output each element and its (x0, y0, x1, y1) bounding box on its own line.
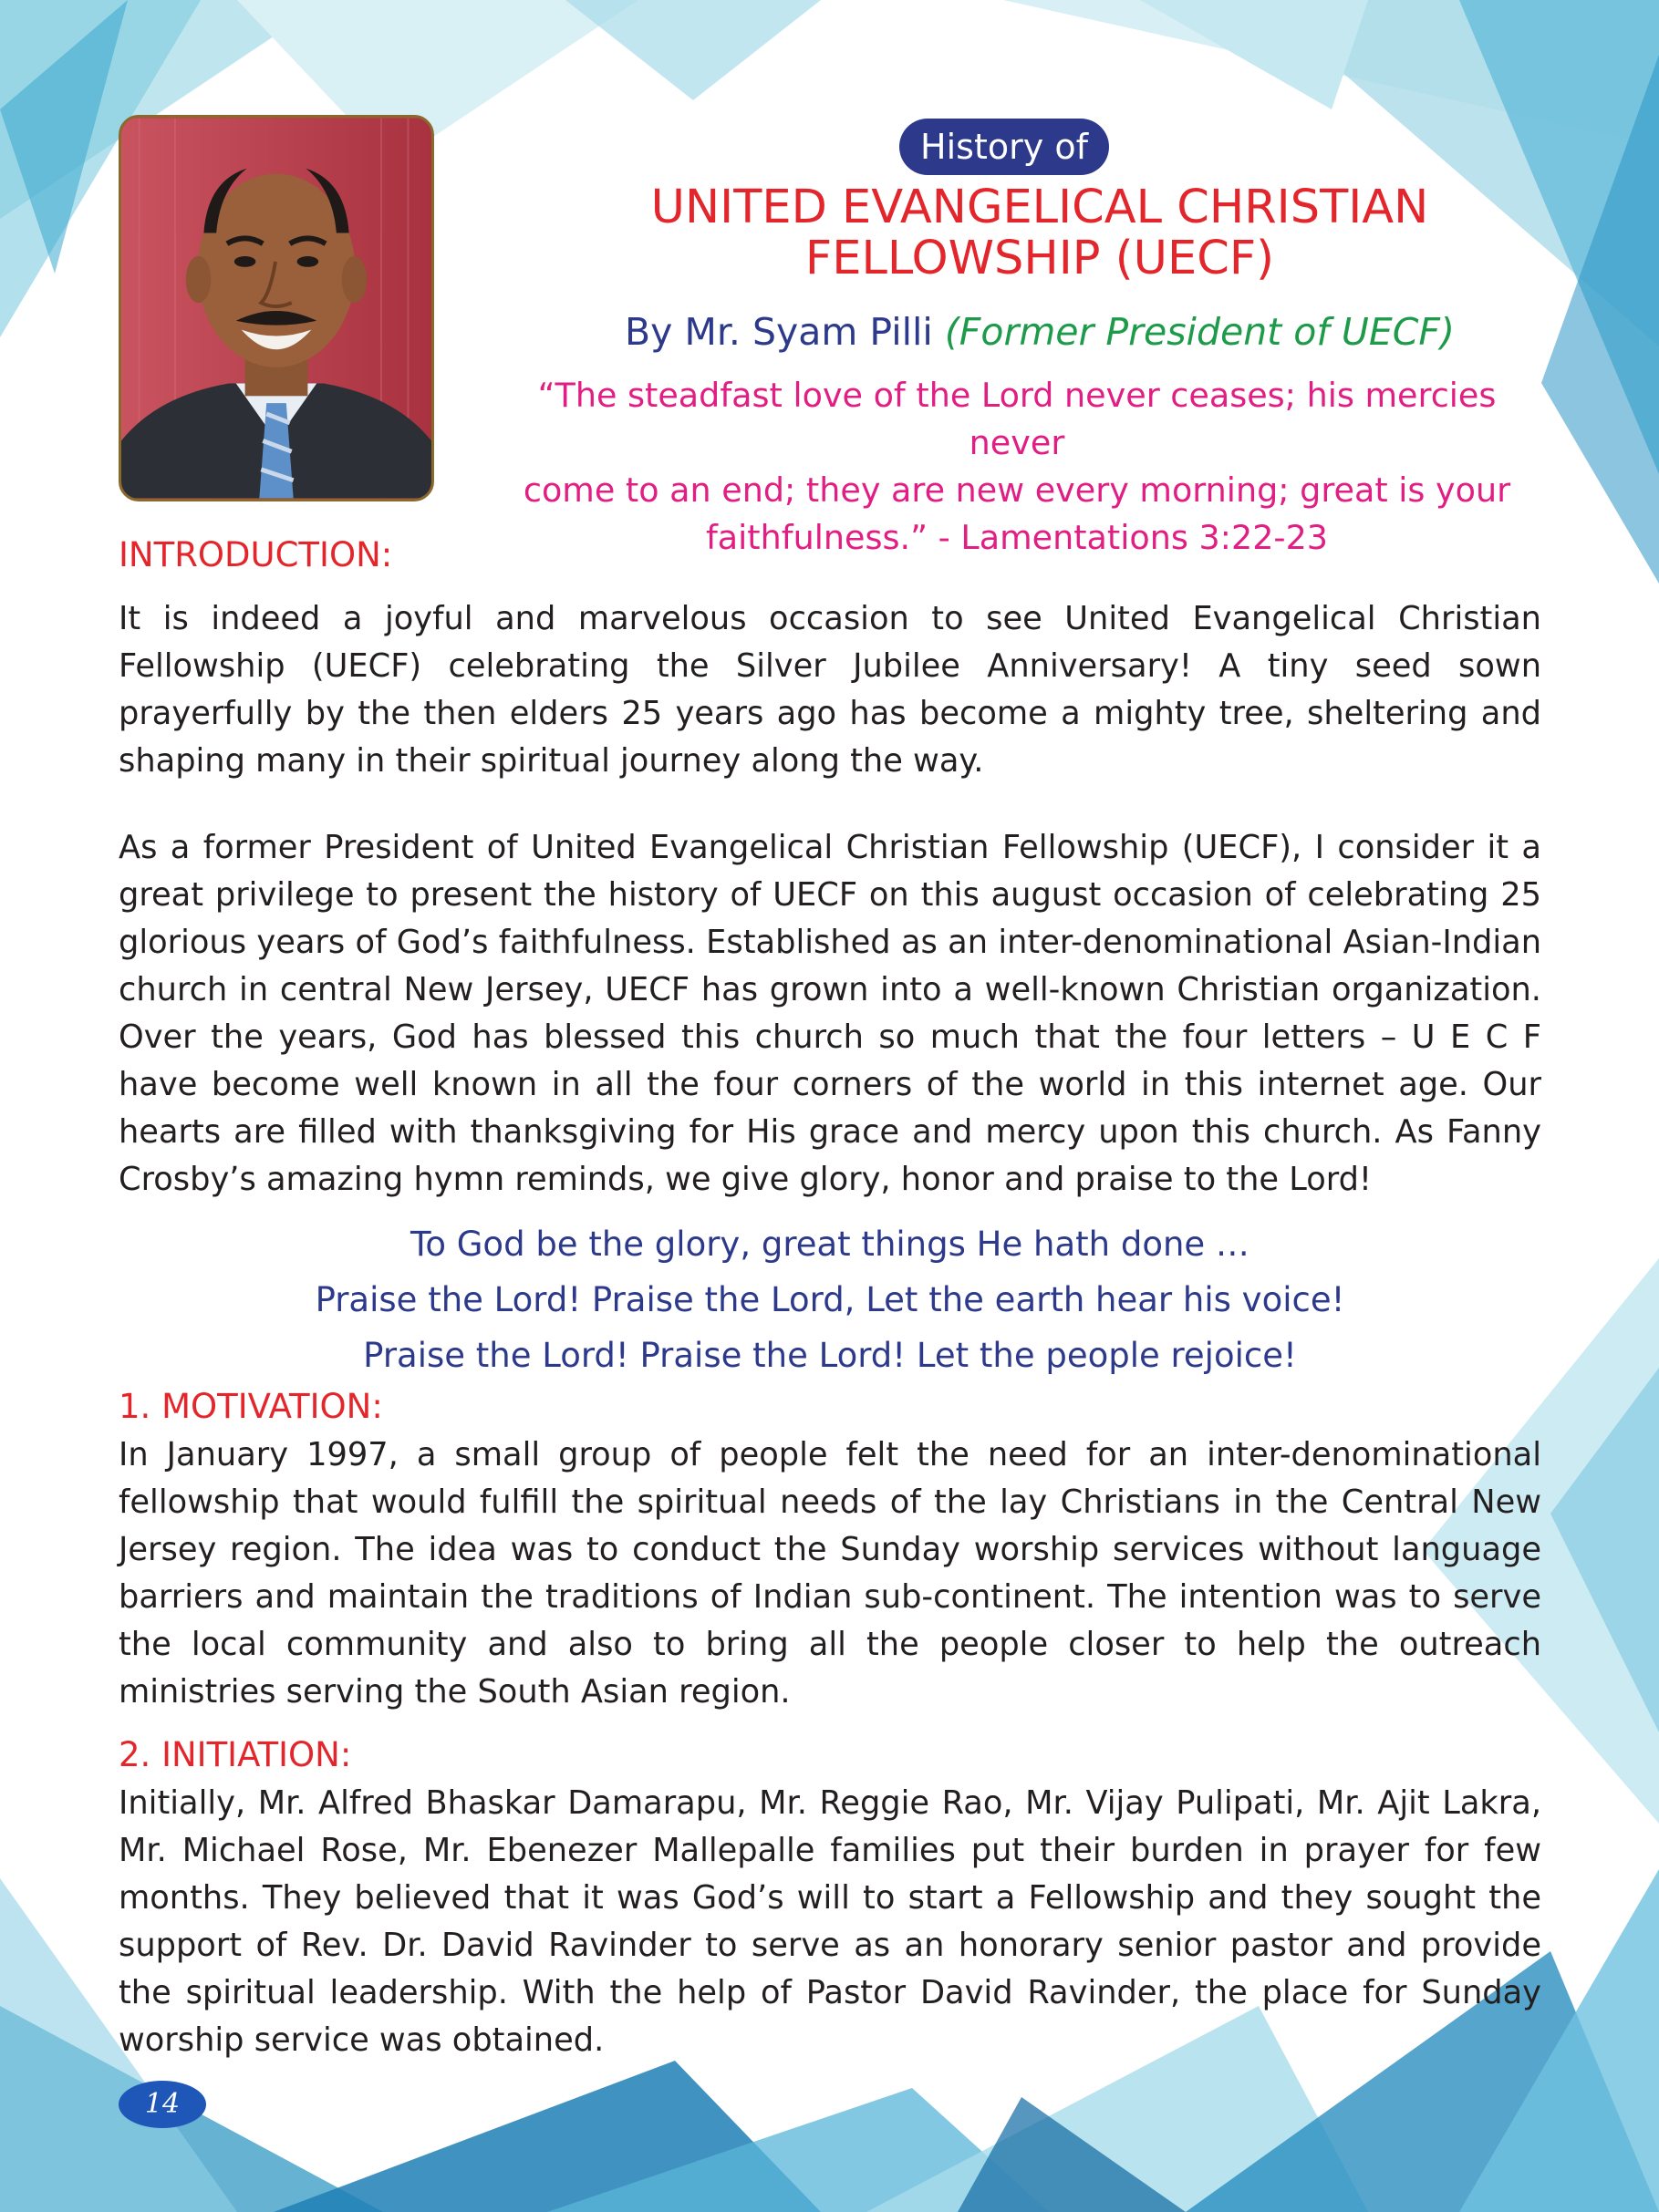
initiation-paragraph: Initially, Mr. Alfred Bhaskar Damarapu, Mr. Reggie Rao, Mr. Vijay Pulipati, Mr. Ajit Lakra, Mr. Michael Rose, Mr. Ebenezer Mallepalle families put their burden in prayer for few months. They believed that it was God’s will to start a Fellowship and they sought the support of Rev. Dr. David Ravinder to serve as an honorary senior pastor and provide the spiritual leadership. With the help of Pastor David Ravinder, the place for Sunday worship service was obtained. (119, 1784, 1541, 2059)
introduction-paragraph-2: As a former President of United Evangelical Christian Fellowship (UECF), I consider it a great privilege to present the history of UECF on this august occasion of celebrating 25 glorious years of God’s faithfulness. Established as an inter-denominational Asian-Indian church in central New Jersey, UECF has grown into a well-known Christian organization. Over the years, God has blessed this church so much that the four letters – U E C F have become well known in all the four corners of the world in this internet age. Our hearts are filled with thanksgiving for His grace and mercy upon this church. As Fanny Crosby’s amazing hymn reminds, we give glory, honor and praise to the Lord! (119, 829, 1541, 1198)
history-of-pill: History of (899, 119, 1109, 175)
title-line-2: FELLOWSHIP (UECF) (804, 232, 1275, 285)
byline-author: By Mr. Syam Pilli (625, 310, 933, 354)
page-number-badge: 14 (119, 2081, 206, 2128)
author-byline (511, 306, 1569, 357)
scripture-quote (506, 372, 1528, 562)
portrait-photo-icon (121, 118, 431, 499)
hymn-line-1: To God be the glory, great things He hath done … (410, 1225, 1249, 1264)
introduction-paragraph-1: It is indeed a joyful and marvelous occasion to see United Evangelical Christian Fellowship (UECF) celebrating the Silver Jubilee Anniversary! A tiny seed sown prayerfully by the then elders 25 years ago has become a mighty tree, sheltering and shaping many in their spiritual journey along the way. (119, 600, 1541, 780)
verse-line-3: faithfulness.” - Lamentations 3:22-23 (705, 518, 1329, 557)
verse-line-1: “The steadfast love of the Lord never ceases; his mercies never (537, 376, 1497, 462)
author-portrait (119, 115, 434, 501)
page-title (511, 182, 1569, 284)
introduction-heading: INTRODUCTION: (119, 535, 393, 574)
initiation-heading: 2. INITIATION: (119, 1735, 352, 1774)
hymn-line-3: Praise the Lord! Praise the Lord! Let the people rejoice! (363, 1336, 1297, 1375)
verse-line-2: come to an end; they are new every morning; great is your (523, 470, 1511, 510)
hymn-lines (119, 1216, 1541, 1383)
motivation-paragraph: In January 1997, a small group of people felt the need for an inter-denominational fellowship that would fulfill the spiritual needs of the lay Christians in the Central New Jersey region. The idea was to conduct the Sunday worship services without language barriers and maintain the traditions of Indian sub-continent. The intention was to serve the local community and also to bring all the people closer to help the outreach ministries serving the South Asian region. (119, 1436, 1541, 1711)
byline-role: (Former President of UECF) (944, 310, 1455, 354)
title-line-1: UNITED EVANGELICAL CHRISTIAN (650, 181, 1429, 234)
motivation-heading: 1. MOTIVATION: (119, 1387, 383, 1426)
hymn-line-2: Praise the Lord! Praise the Lord, Let the earth hear his voice! (315, 1280, 1345, 1319)
